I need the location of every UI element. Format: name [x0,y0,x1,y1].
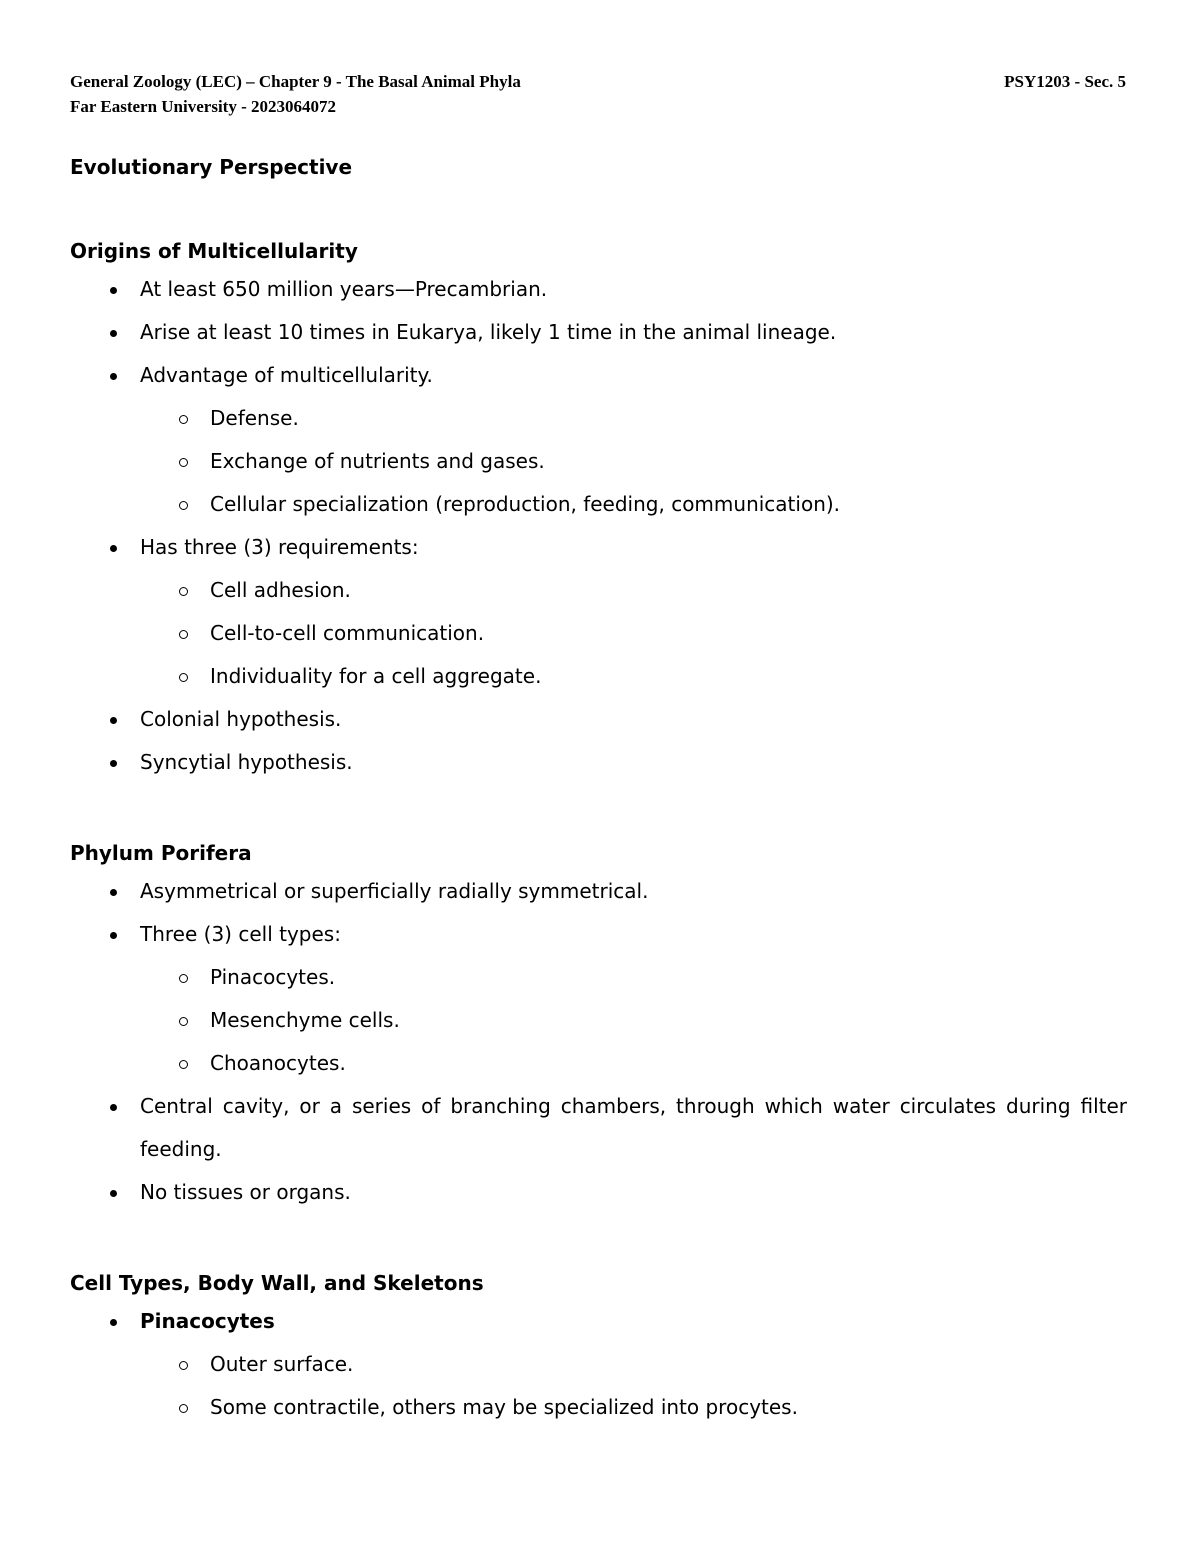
sub-list-item: Individuality for a cell aggregate. [70,655,1127,698]
list-item: Has three (3) requirements: [70,526,1127,569]
list-item: Central cavity, or a series of branching chambers, through which water circulates during filter feeding. [70,1085,1127,1171]
heading-evolutionary-perspective: Evolutionary Perspective [70,155,353,179]
course-title: General Zoology (LEC) – Chapter 9 - The Basal Animal Phyla [70,72,521,91]
sub-list-item: Cell adhesion. [70,569,1127,612]
heading-origins-of-multicellularity: Origins of Multicellularity [70,239,358,263]
list-item: Three (3) cell types: [70,913,1127,956]
page-header [70,70,1126,94]
document-body [70,150,1127,1429]
list-item: Arise at least 10 times in Eukarya, likely 1 time in the animal lineage. [70,311,1127,354]
sub-list-item: Pinacocytes. [70,956,1127,999]
heading-cell-types-body-wall-skeletons: Cell Types, Body Wall, and Skeletons [70,1271,484,1295]
porifera-list [70,870,1127,1214]
sub-list-item: Cell-to-cell communication. [70,612,1127,655]
list-item: Colonial hypothesis. [70,698,1127,741]
list-item: No tissues or organs. [70,1171,1127,1214]
list-item-pinacocytes: Pinacocytes [70,1300,1127,1343]
origins-list [70,268,1127,784]
list-item: Syncytial hypothesis. [70,741,1127,784]
heading-phylum-porifera: Phylum Porifera [70,841,252,865]
cell-types-list [70,1300,1127,1429]
sub-list-item: Mesenchyme cells. [70,999,1127,1042]
sub-list-item: Defense. [70,397,1127,440]
sub-list-item: Choanocytes. [70,1042,1127,1085]
sub-list-item: Outer surface. [70,1343,1127,1386]
course-section: PSY1203 - Sec. 5 [1004,72,1126,91]
institution-line: Far Eastern University - 2023064072 [70,97,336,116]
sub-list-item: Exchange of nutrients and gases. [70,440,1127,483]
list-item: Advantage of multicellularity. [70,354,1127,397]
sub-list-item: Cellular specialization (reproduction, feeding, communication). [70,483,1127,526]
sub-list-item: Some contractile, others may be specialized into procytes. [70,1386,1127,1429]
list-item: Asymmetrical or superficially radially symmetrical. [70,870,1127,913]
list-item: At least 650 million years—Precambrian. [70,268,1127,311]
